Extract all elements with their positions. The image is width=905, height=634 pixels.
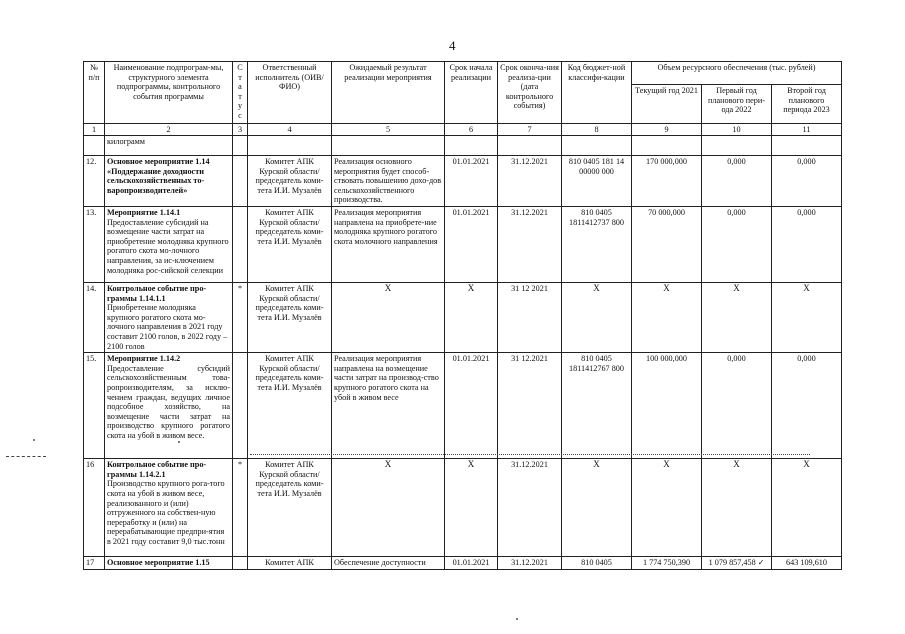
cell-result: Обеспечение доступности <box>332 557 445 570</box>
header-resources: Объем ресурсного обеспечения (тыс. рублей) <box>632 62 842 85</box>
program-table <box>83 61 842 570</box>
cell-title <box>105 557 233 570</box>
cell-status <box>233 136 248 156</box>
cell-num: 15. <box>84 353 105 459</box>
column-number: 11 <box>772 124 842 136</box>
check-mark-icon: ✓ <box>757 558 765 568</box>
cell-end: 31 12.2021 <box>498 353 562 459</box>
cell-continuation-text: килограмм <box>105 136 233 156</box>
cell-num: 17 <box>84 557 105 570</box>
cell-result: Реализация основного мероприятия будет способ-ствовать повышению дохо-дов сельскохозяйственного производства. <box>332 156 445 207</box>
header-budget-code: Код бюджет-ной классифи-кации <box>562 62 632 124</box>
scan-artifact-line <box>250 454 810 455</box>
cell-executor: Комитет АПК Курской области/ председатель коми-тета И.И. Музалёв <box>248 156 332 207</box>
table-row <box>84 156 842 207</box>
row-title: Основное мероприятие 1.14 «Поддержание доходности сельскохозяйственных то-варопроизводителей» <box>107 157 210 195</box>
cell-start: 01.01.2021 <box>445 353 498 459</box>
scan-artifact-dot <box>33 439 35 441</box>
cell-y2022: X <box>702 459 772 557</box>
cell-y2023: X <box>772 459 842 557</box>
column-number: 4 <box>248 124 332 136</box>
cell-y2022 <box>702 136 772 156</box>
cell-end: 31.12.2021 <box>498 557 562 570</box>
row-description: Предоставление субсидий сельскохозяйственным това-ропроизводителям, за исклю-чением граждан, ведущих личное подсобное хозяйство, на возмещение части затрат на производство крупного рогатого скота на убой в живом весе. <box>107 363 230 440</box>
cell-end: 31.12.2021 <box>498 156 562 207</box>
header-num: № п/п <box>84 62 105 124</box>
cell-status <box>233 206 248 282</box>
table-row <box>84 353 842 459</box>
table-row <box>84 459 842 557</box>
cell-title <box>105 459 233 557</box>
cell-y2021: X <box>632 282 702 352</box>
cell-y2022: 0,000 <box>702 206 772 282</box>
header-start: Срок начала реализации <box>445 62 498 124</box>
cell-executor <box>248 136 332 156</box>
cell-status <box>233 557 248 570</box>
column-number: 10 <box>702 124 772 136</box>
cell-num <box>84 136 105 156</box>
cell-y2023: 0,000 <box>772 156 842 207</box>
cell-result: X <box>332 282 445 352</box>
row-title: Мероприятие 1.14.1 <box>107 207 181 217</box>
cell-executor: Комитет АПК Курской области/ председатель коми-тета И.И. Музалёв <box>248 206 332 282</box>
cell-code: 810 0405 <box>562 557 632 570</box>
cell-y2023 <box>772 136 842 156</box>
column-number: 3 <box>233 124 248 136</box>
cell-y2021 <box>632 136 702 156</box>
cell-title <box>105 282 233 352</box>
row-description: Приобретение молодняка крупного рогатого скота мо-лочного направления в 2021 году составит 2100 голов, в 2022 году – 2100 голов <box>107 303 228 351</box>
cell-y2023: 0,000 <box>772 206 842 282</box>
cell-start: 01.01.2021 <box>445 156 498 207</box>
cell-start: 01.01.2021 <box>445 557 498 570</box>
header-end: Срок оконча-ния реализа-ции (дата контрольного события) <box>498 62 562 124</box>
column-number: 1 <box>84 124 105 136</box>
column-number-row <box>84 124 842 136</box>
scan-artifact-line <box>6 456 46 457</box>
cell-y2022: 0,000 <box>702 353 772 459</box>
cell-status: * <box>233 459 248 557</box>
cell-y2021: 1 774 750,390 <box>632 557 702 570</box>
cell-status <box>233 353 248 459</box>
table-row <box>84 282 842 352</box>
cell-start: 01.01.2021 <box>445 206 498 282</box>
row-description: Производство крупного рога-того скота на убой в живом весе, реализованного и (или) отгруженного на собствен-ную переработку и (или) на перерабатывающие предпри-ятия в 2021 году составит 9,0 тыс.тонн <box>107 479 225 546</box>
cell-title <box>105 206 233 282</box>
page-number: 4 <box>449 38 456 53</box>
cell-y2021: 170 000,000 <box>632 156 702 207</box>
cell-end <box>498 136 562 156</box>
cell-executor: Комитет АПК Курской области/ председатель коми-тета И.И. Музалёв <box>248 282 332 352</box>
cell-y2021: 100 000,000 <box>632 353 702 459</box>
cell-code: 810 0405 181 14 00000 000 <box>562 156 632 207</box>
header-status-letter: с <box>238 110 242 120</box>
cell-code: X <box>562 459 632 557</box>
cell-end: 31.12.2021 <box>498 459 562 557</box>
header-first-year: Первый год планового пери-ода 2022 <box>702 85 772 124</box>
row-title: Контрольное событие про-граммы 1.14.1.1 <box>107 283 207 303</box>
row-title: Основное мероприятие 1.15 <box>107 558 210 568</box>
cell-y2022: X <box>702 282 772 352</box>
header-current-year: Текущий год 2021 <box>632 85 702 124</box>
cell-title <box>105 156 233 207</box>
cell-y2021: X <box>632 459 702 557</box>
scan-artifact-dot <box>516 618 518 620</box>
cell-num: 12. <box>84 156 105 207</box>
cell-executor: Комитет АПК Курской области/ председатель коми-тета И.И. Музалёв <box>248 459 332 557</box>
column-number: 7 <box>498 124 562 136</box>
cell-result: Реализация мероприятия направлена на приобрете-ние молодняка крупного рогатого скота молочного направления <box>332 206 445 282</box>
row-description: Предоставление субсидий на возмещение части затрат на приобретение молодняка крупного рогатого скота мо-лочного направления, за ис-ключением молодняка рос-сийской селекции <box>107 217 229 275</box>
header-result: Ожидаемый результат реализации мероприятия <box>332 62 445 124</box>
cell-y2023: 0,000 <box>772 353 842 459</box>
y2022-value: 1 079 857,458 <box>708 558 756 568</box>
cell-result: Реализация мероприятия направлена на возмещение части затрат на производ-ство крупного рогатого скота на убой в живом весе <box>332 353 445 459</box>
cell-code <box>562 136 632 156</box>
table-row <box>84 206 842 282</box>
cell-start: X <box>445 459 498 557</box>
table-row <box>84 557 842 570</box>
cell-y2023: X <box>772 282 842 352</box>
cell-title <box>105 353 233 459</box>
cell-y2021: 70 000,000 <box>632 206 702 282</box>
cell-status <box>233 156 248 207</box>
header-name: Наименование подпрограм-мы, структурного элемента подпрограммы, контрольного события программы <box>105 62 233 124</box>
header-second-year: Второй год планового периода 2023 <box>772 85 842 124</box>
cell-status: * <box>233 282 248 352</box>
header-status-letter: т <box>238 91 242 101</box>
cell-code: X <box>562 282 632 352</box>
cell-start <box>445 136 498 156</box>
column-number: 8 <box>562 124 632 136</box>
cell-code: 810 0405 1811412737 800 <box>562 206 632 282</box>
header-status <box>233 62 248 124</box>
cell-y2022 <box>702 557 772 570</box>
cell-executor: Комитет АПК Курской области/ председатель коми-тета И.И. Музалёв <box>248 353 332 459</box>
cell-executor: Комитет АПК <box>248 557 332 570</box>
header-executor: Ответственный исполнитель (ОИВ/ФИО) <box>248 62 332 124</box>
column-number: 2 <box>105 124 233 136</box>
column-number: 9 <box>632 124 702 136</box>
header-status-letter: у <box>237 101 243 111</box>
cell-start: X <box>445 282 498 352</box>
cell-result <box>332 136 445 156</box>
column-number: 6 <box>445 124 498 136</box>
cell-result: X <box>332 459 445 557</box>
cell-num: 14. <box>84 282 105 352</box>
cell-num: 13. <box>84 206 105 282</box>
header-status-letter: а <box>238 82 242 92</box>
cell-num: 16 <box>84 459 105 557</box>
cell-end: 31.12.2021 <box>498 206 562 282</box>
cell-y2022: 0,000 <box>702 156 772 207</box>
scan-artifact-dot <box>178 441 180 443</box>
table-row-continuation <box>84 136 842 156</box>
row-title: Мероприятие 1.14.2 <box>107 354 181 364</box>
header-row-top <box>84 62 842 85</box>
cell-code: 810 0405 1811412767 800 <box>562 353 632 459</box>
header-status-letter: т <box>238 72 242 82</box>
cell-end: 31 12 2021 <box>498 282 562 352</box>
header-status-letter: С <box>237 63 243 72</box>
row-title: Контрольное событие про-граммы 1.14.2.1 <box>107 460 207 479</box>
cell-y2023: 643 109,610 <box>772 557 842 570</box>
column-number: 5 <box>332 124 445 136</box>
